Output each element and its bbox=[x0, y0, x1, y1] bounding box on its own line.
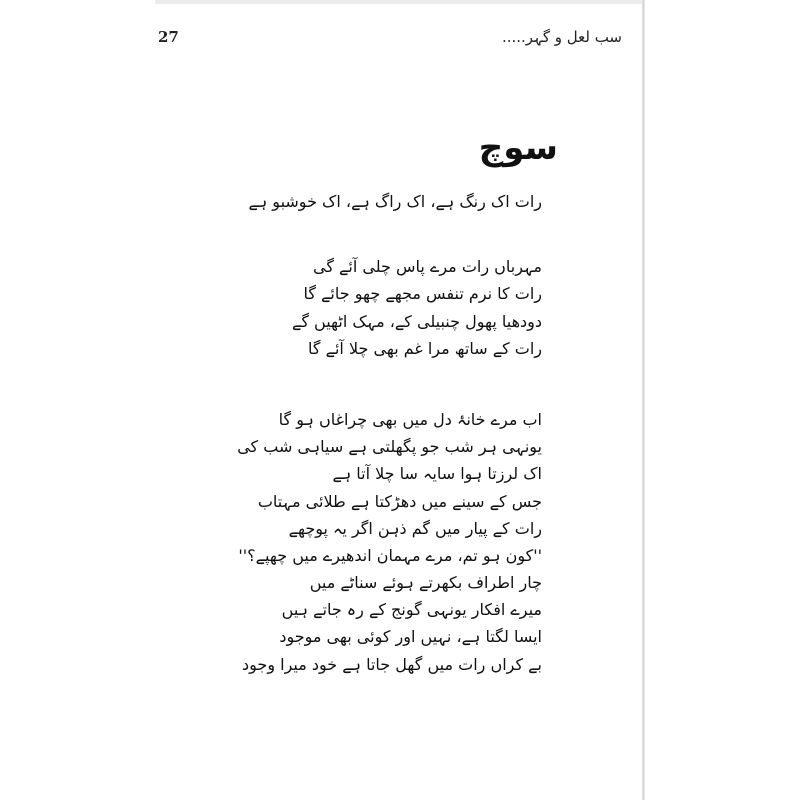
poem-line: یونہی ہر شب جو پگھلتی ہے سیاہی شب کی bbox=[237, 437, 542, 457]
poem-line: اب مرے خانۂ دل میں بھی چراغاں ہو گا bbox=[278, 409, 542, 429]
poem-title: سوچ bbox=[478, 128, 558, 168]
page-top-edge bbox=[155, 0, 642, 4]
poem-line: رات کا نرم تنفس مجھے چھو جائے گا bbox=[303, 284, 542, 304]
poem-line: ایسا لگتا ہے، نہیں اور کوئی بھی موجود bbox=[279, 627, 542, 647]
stanza-break bbox=[182, 215, 542, 253]
page-number: 27 bbox=[158, 28, 179, 46]
running-header: سب لعل و گہر..... bbox=[501, 28, 622, 46]
poem-line: بے کراں رات میں گھل جاتا ہے خود میرا وجود bbox=[242, 654, 542, 674]
poem-line: رات اک رنگ ہے، اک راگ ہے، اک خوشبو ہے bbox=[248, 192, 542, 211]
poem-line: ''کون ہو تم، مرے مہمان اندھیرے میں چھپے؟'' bbox=[238, 545, 542, 565]
stanza-break bbox=[182, 362, 542, 406]
poem-line: مہرباں رات مرے پاس چلی آئے گی bbox=[313, 257, 542, 277]
poem-body bbox=[182, 188, 542, 678]
poem-line: جس کے سینے میں دھڑکتا ہے طلائی مہتاب bbox=[257, 491, 542, 511]
poem-line: چار اطراف بکھرتے ہوئے سناٹے میں bbox=[309, 573, 542, 593]
poem-line: دودھیا پھول چنبیلی کے، مہک اٹھیں گے bbox=[291, 311, 542, 331]
poem-line: رات کے ساتھ مرا غم بھی چلا آئے گا bbox=[308, 338, 542, 358]
poem-line: میرے افکار یونہی گونج کے رہ جاتے ہیں bbox=[281, 600, 542, 620]
poem-line: رات کے پیار میں گم ذہن اگر یہ پوچھے bbox=[288, 518, 542, 538]
book-spine bbox=[642, 0, 645, 800]
poem-line: اک لرزتا ہوا سایہ سا چلا آتا ہے bbox=[332, 464, 542, 484]
